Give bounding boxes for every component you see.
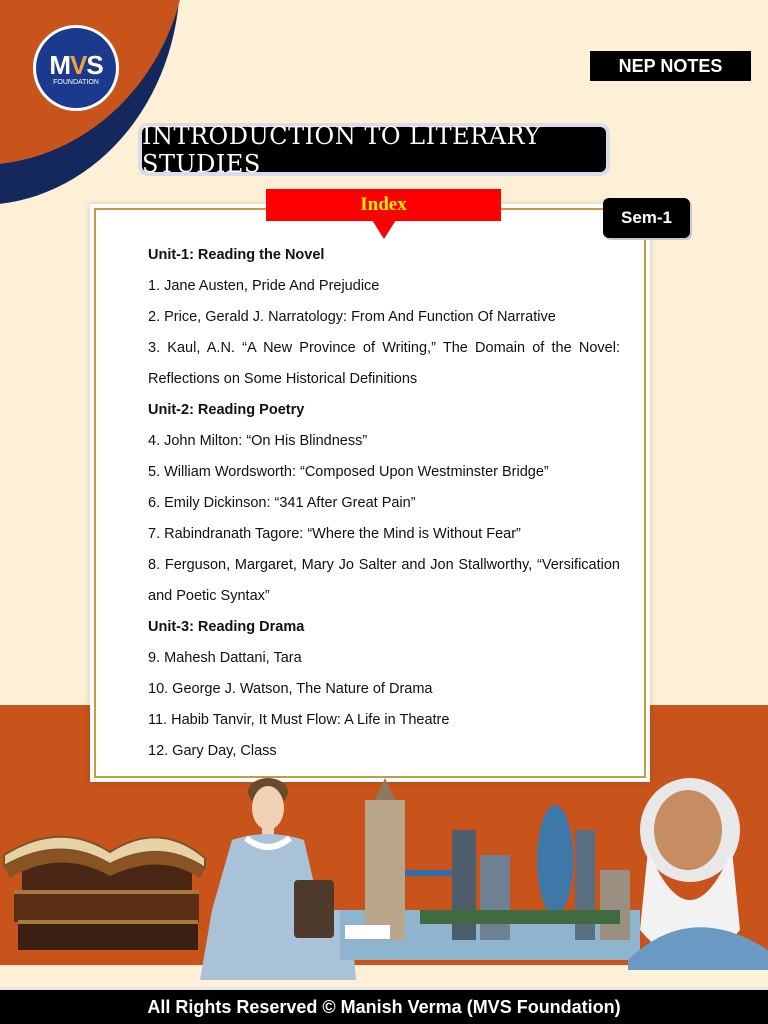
index-item: 4. John Milton: “On His Blindness”: [148, 433, 368, 449]
page-title: INTRODUCTION TO LITERARY STUDIES: [142, 127, 606, 172]
index-heading: Index: [266, 189, 501, 221]
semester-badge: Sem-1: [603, 198, 690, 238]
mvs-foundation-logo: [33, 25, 119, 111]
index-item: 7. Rabindranath Tagore: “Where the Mind is Without Fear”: [148, 526, 521, 542]
index-item: 2. Price, Gerald J. Narratology: From And Function Of Narrative: [148, 309, 556, 325]
index-item: 12. Gary Day, Class: [148, 743, 277, 759]
index-item: 6. Emily Dickinson: “341 After Great Pain”: [148, 495, 416, 511]
index-item: 1. Jane Austen, Pride And Prejudice: [148, 278, 380, 294]
logo-text: FOUNDATION: [53, 79, 99, 86]
index-arrow-icon: [372, 220, 396, 239]
city-skyline-illustration: [340, 778, 640, 960]
index-item: 11. Habib Tanvir, It Must Flow: A Life in Theatre: [148, 712, 450, 728]
unit-heading: Unit-2: Reading Poetry: [148, 402, 305, 418]
illustration-collage: [0, 760, 768, 990]
index-item: and Poetic Syntax”: [148, 588, 270, 604]
logo-mark: MVS: [49, 50, 103, 80]
unit-heading: Unit-3: Reading Drama: [148, 619, 305, 635]
index-item: Reflections on Some Historical Definitions: [148, 371, 418, 387]
index-item: 10. George J. Watson, The Nature of Drama: [148, 681, 433, 697]
footer-copyright: All Rights Reserved © Manish Verma (MVS Foundation): [0, 987, 768, 1024]
unit-heading: Unit-1: Reading the Novel: [148, 247, 325, 263]
jane-austen-illustration: [200, 778, 356, 980]
rabindranath-tagore-illustration: [628, 778, 768, 970]
index-list: [148, 240, 620, 767]
books-illustration: [4, 837, 205, 950]
index-item: 8. Ferguson, Margaret, Mary Jo Salter and Jon Stallworthy, “Versification: [148, 557, 620, 573]
index-item: 9. Mahesh Dattani, Tara: [148, 650, 302, 666]
index-item: 3. Kaul, A.N. “A New Province of Writing,” The Domain of the Novel:: [148, 340, 620, 356]
index-item: 5. William Wordsworth: “Composed Upon Westminster Bridge”: [148, 464, 549, 480]
nep-notes-badge: NEP NOTES: [590, 51, 751, 81]
